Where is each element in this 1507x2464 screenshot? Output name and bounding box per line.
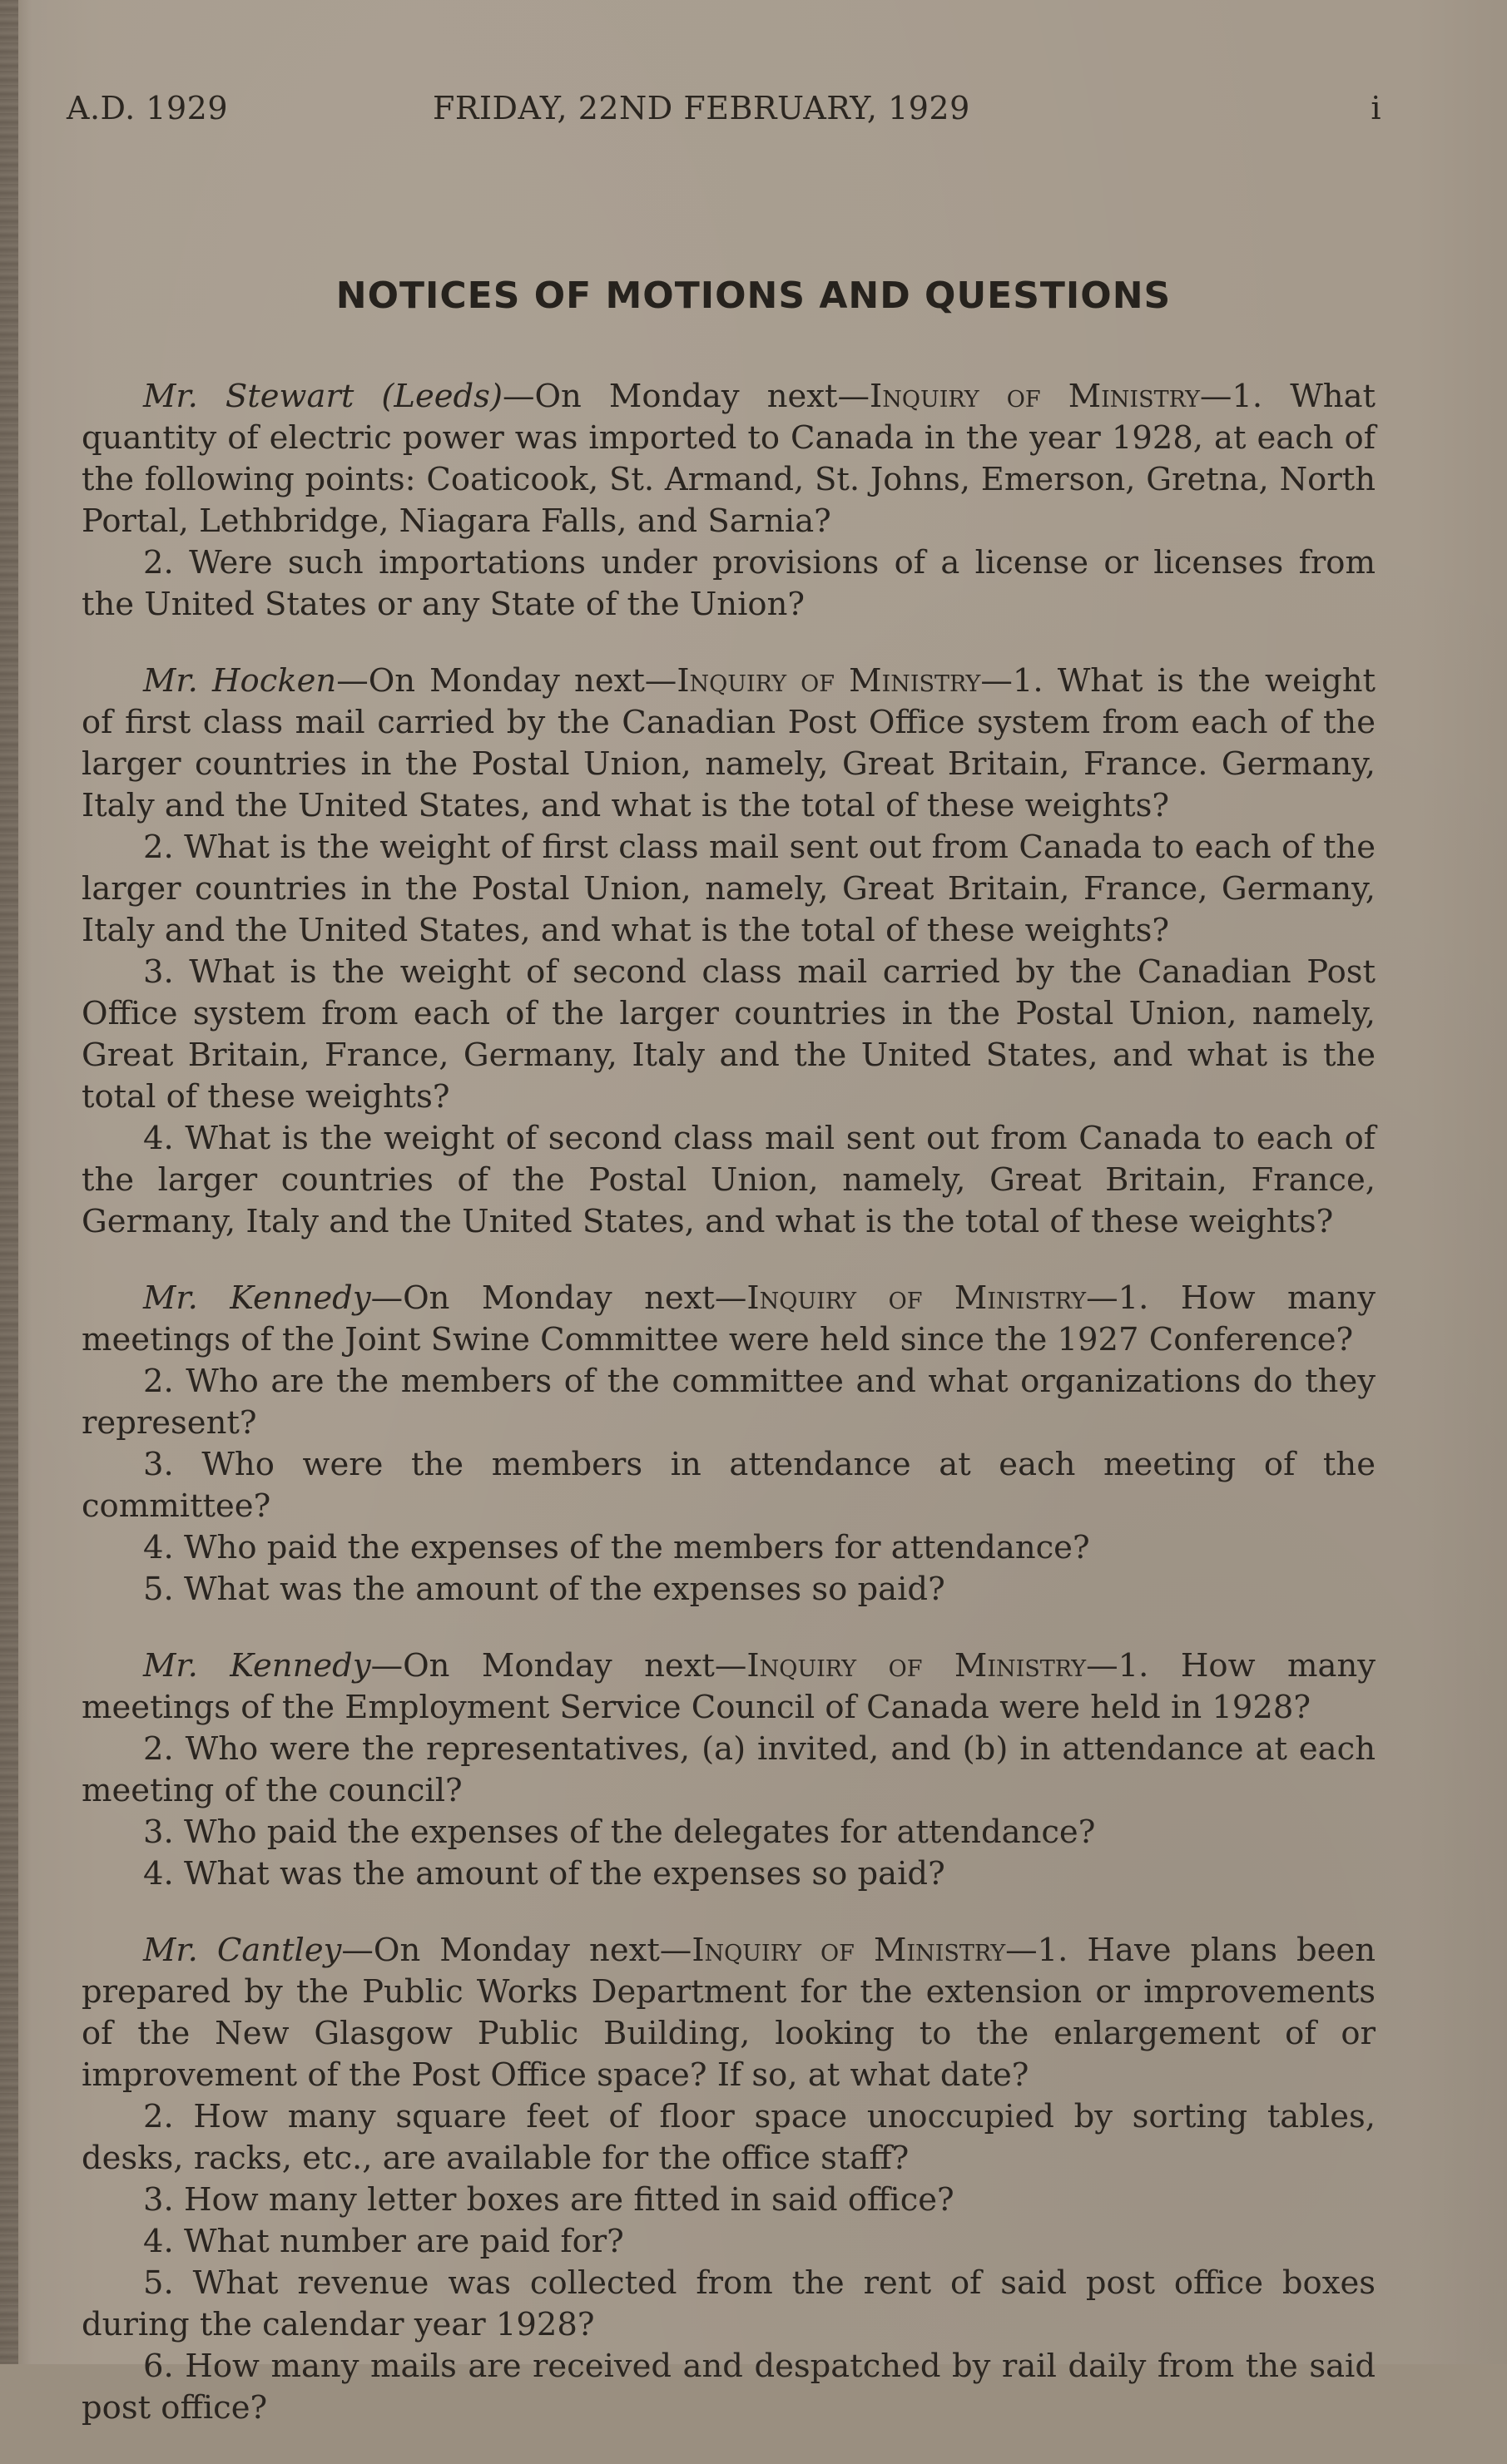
member-name: Mr. Hocken [143,662,337,700]
notice [82,1645,1376,1895]
notice [82,661,1376,1243]
question-paragraph: 4. What is the weight of second class mail sent out from Canada to each of the larger countries of the Postal Union, namely, Great Britain, France, Germany, Italy and the United States, and what is the total of these weights? [82,1120,1376,1240]
question-text: —1. How many meetings of the Employment Service Council of Canada were held in 1928? [82,1647,1376,1726]
question-paragraph: 2. How many square feet of floor space unoccupied by sorting tables, desks, racks, etc., are available for the office staff? [82,2098,1376,2177]
question-paragraph: 3. Who were the members in attendance at each meeting of the committee? [82,1446,1376,1525]
question-paragraph: 4. What was the amount of the expenses so paid? [143,1855,945,1893]
question-paragraph: 3. What is the weight of second class mail carried by the Canadian Post Office system from each of the larger countries in the Postal Union, namely, Great Britain, France, Germany, Italy and the United States, and what is the total of these weights? [82,953,1376,1116]
notice-timing: —On Monday next— [341,1932,692,1969]
running-header [67,90,1381,140]
question-paragraph: 6. How many mails are received and despatched by rail daily from the said post office? [82,2348,1376,2427]
member-name: Mr. Kennedy [143,1647,371,1685]
question-paragraph: 3. How many letter boxes are fitted in said office? [143,2181,954,2219]
header-year: A.D. 1929 [67,90,228,126]
notice-kind: Inquiry of Ministry [677,662,981,700]
notice-kind: Inquiry of Ministry [869,378,1200,415]
notice-paragraph [82,661,1376,827]
question-text: —1. What is the weight of first class mail carried by the Canadian Post Office system from each of the larger countries in the Postal Union, namely, Great Britain, France. Germany, Italy and the United States, and what is the total of these weights? [82,662,1376,824]
notice [82,1278,1376,1611]
question-paragraph: 2. Were such importations under provisions of a license or licenses from the United States or any State of the Union? [82,544,1376,623]
question-paragraph: 4. What number are paid for? [143,2223,624,2260]
notice [82,376,1376,626]
notice-timing: —On Monday next— [336,662,677,700]
question-paragraph: 5. What revenue was collected from the rent of said post office boxes during the calendar year 1928? [82,2264,1376,2343]
notice-kind: Inquiry of Ministry [746,1279,1087,1317]
question-paragraph: 2. Who were the representatives, (a) invited, and (b) in attendance at each meeting of the council? [82,1730,1376,1809]
notice-paragraph [82,376,1376,542]
notice-kind: Inquiry of Ministry [692,1932,1006,1969]
notice-timing: —On Monday next— [370,1279,747,1317]
notice-kind: Inquiry of Ministry [746,1647,1087,1685]
question-text: —1. What quantity of electric power was imported to Canada in the year 1928, at each of the following points: Coaticook, St. Armand, St. Johns, Emerson, Gretna, North Portal, Lethbridge, Niagara Falls, and Sarnia? [82,378,1376,540]
question-paragraph: 2. Who are the members of the committee and what organizations do they represent? [82,1363,1376,1442]
question-paragraph: 3. Who paid the expenses of the delegates for attendance? [143,1813,1096,1851]
notice [82,1930,1376,2429]
question-paragraph: 5. What was the amount of the expenses so paid? [143,1571,945,1608]
question-text: —1. How many meetings of the Joint Swine Committee were held since the 1927 Conference? [82,1279,1376,1358]
question-text: —1. Have plans been prepared by the Public Works Department for the extension or improvements of the New Glasgow Public Building, looking to the enlargement of or improvement of the Post Office space? If so, at what date? [82,1932,1376,2094]
notice-timing: —On Monday next— [370,1647,747,1685]
page-title: NOTICES OF MOTIONS AND QUESTIONS [335,275,1172,317]
member-name: Mr. Stewart (Leeds) [143,378,503,415]
notice-paragraph [82,1645,1376,1729]
notices-body [82,376,1376,2464]
page-number: i [1371,90,1381,126]
notice-paragraph [82,1930,1376,2096]
binding-edge [0,0,18,2364]
question-paragraph: 4. Who paid the expenses of the members for attendance? [143,1529,1090,1566]
header-date: FRIDAY, 22ND FEBRUARY, 1929 [433,90,970,126]
notice-paragraph [82,1278,1376,1361]
question-paragraph: 2. What is the weight of first class mail sent out from Canada to each of the larger countries in the Postal Union, namely, Great Britain, France, Germany, Italy and the United States, and what is the total of these weights? [82,829,1376,949]
member-name: Mr. Cantley [143,1932,342,1969]
notice-timing: —On Monday next— [502,378,870,415]
member-name: Mr. Kennedy [143,1279,371,1317]
